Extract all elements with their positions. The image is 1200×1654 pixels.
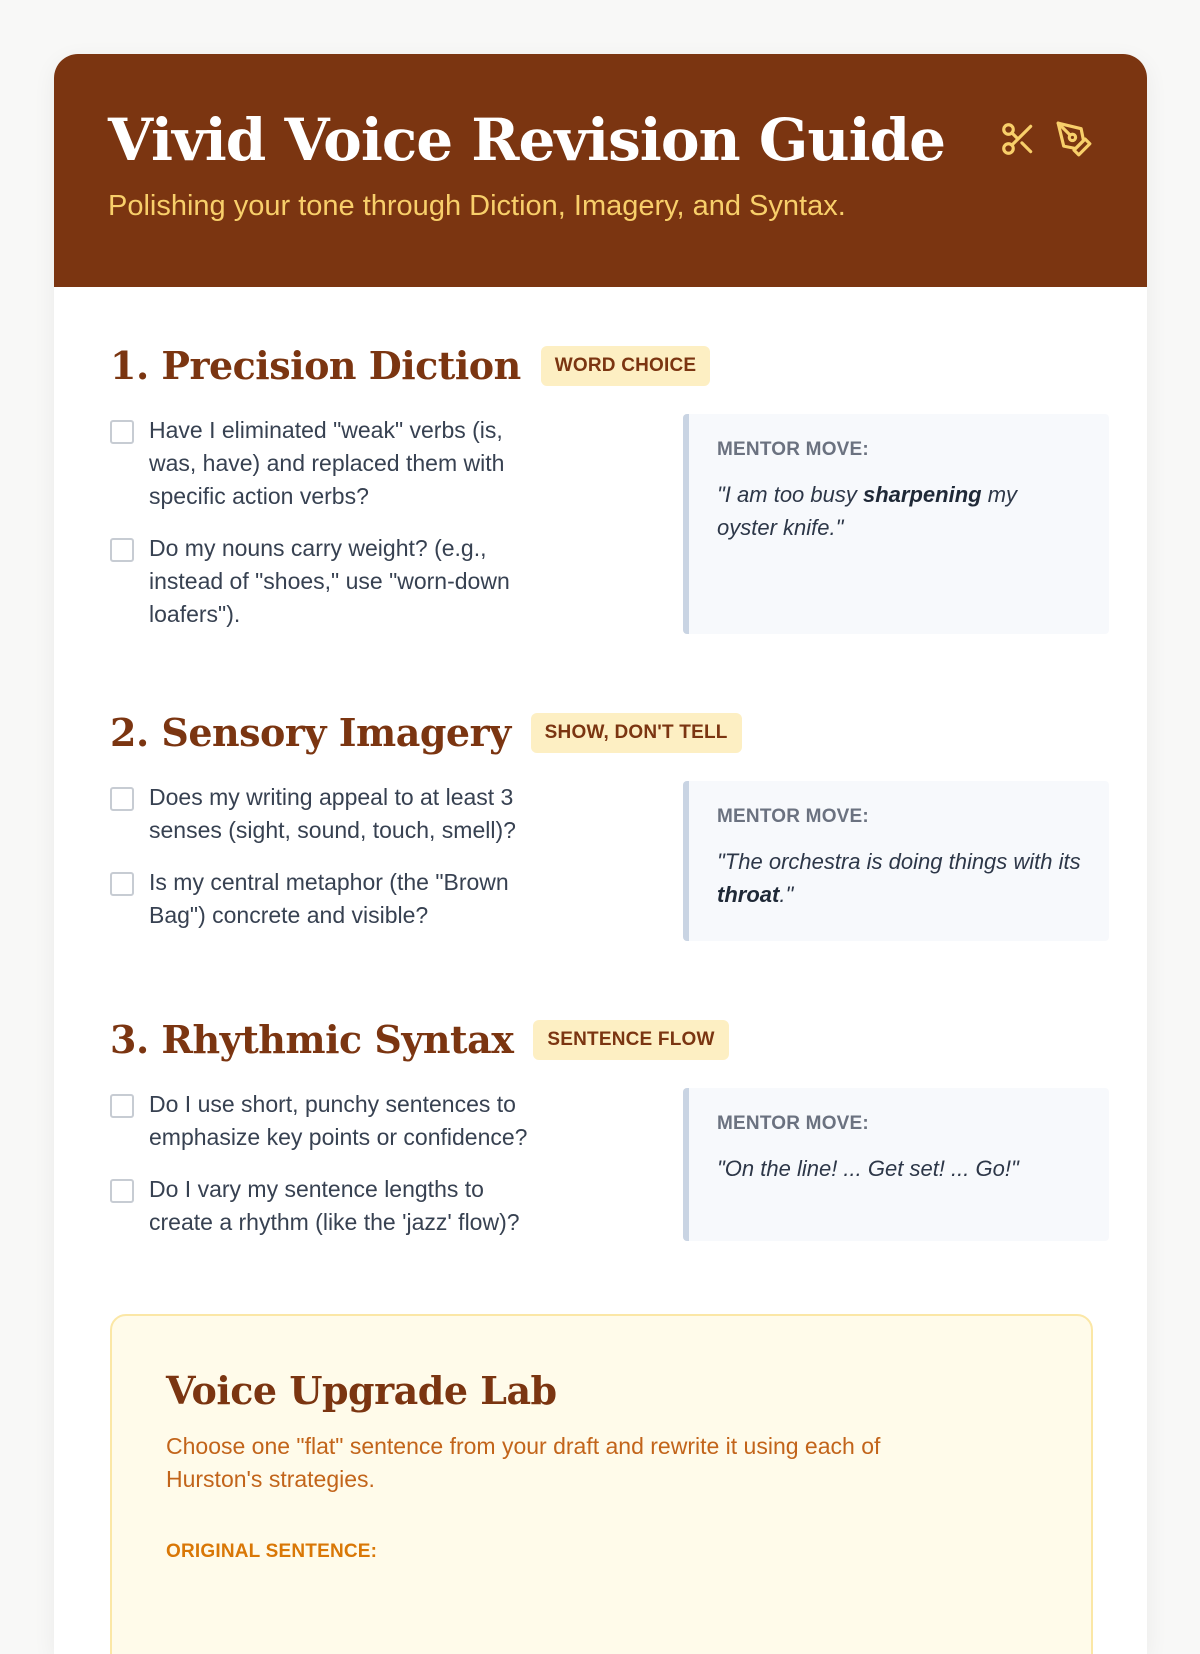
mentor-move-label: MENTOR MOVE: — [717, 806, 869, 827]
section-rhythmic-syntax — [110, 1014, 1093, 1235]
mentor-move-quote — [717, 478, 1081, 544]
mentor-move-box — [683, 414, 1109, 634]
checklist — [110, 781, 550, 951]
checklist — [110, 414, 550, 650]
mentor-move-quote — [717, 845, 1081, 911]
checklist-item-text: Do my nouns carry weight? (e.g., instead of "shoes," use "worn-down loafers"). — [149, 535, 510, 627]
guide-header — [54, 54, 1147, 287]
checkbox[interactable] — [110, 420, 134, 444]
checklist — [110, 1088, 550, 1258]
quote-text: ." — [779, 882, 794, 907]
checkbox[interactable] — [110, 787, 134, 811]
checklist-item-text: Does my writing appeal to at least 3 senses (sight, sound, touch, smell)? — [149, 784, 516, 843]
checkbox[interactable] — [110, 872, 134, 896]
lab-description: Choose one "flat" sentence from your draft and rewrite it using each of Hurston's strategies. — [166, 1433, 881, 1492]
section-title: 2. Sensory Imagery — [110, 710, 511, 755]
section-badge: SENTENCE FLOW — [533, 1020, 728, 1060]
pen-nib-icon — [1055, 120, 1093, 158]
section-header — [110, 340, 1093, 392]
revision-guide-card — [54, 54, 1147, 1654]
section-header — [110, 1014, 1093, 1066]
page-subtitle: Polishing your tone through Diction, Imagery, and Syntax. — [108, 190, 846, 222]
checklist-item-text: Is my central metaphor (the "Brown Bag") concrete and visible? — [149, 869, 509, 928]
checkbox[interactable] — [110, 1094, 134, 1118]
page-title: Vivid Voice Revision Guide — [108, 106, 946, 174]
mentor-move-box — [683, 1088, 1109, 1241]
mentor-move-box — [683, 781, 1109, 941]
checklist-item[interactable] — [110, 781, 550, 847]
section-badge: SHOW, DON'T TELL — [531, 713, 742, 753]
checklist-item[interactable] — [110, 1173, 550, 1239]
quote-text: my oyster knife." — [717, 482, 1018, 540]
quote-emphasis: throat — [717, 882, 780, 907]
scissors-icon — [999, 120, 1037, 158]
section-title: 3. Rhythmic Syntax — [110, 1017, 514, 1062]
checklist-item-text: Do I vary my sentence lengths to create a rhythm (like the 'jazz' flow)? — [149, 1176, 520, 1235]
checklist-item[interactable] — [110, 532, 550, 631]
section-precision-diction — [110, 340, 1093, 627]
checklist-item[interactable] — [110, 866, 550, 932]
mentor-move-label: MENTOR MOVE: — [717, 439, 869, 460]
header-icons — [999, 120, 1093, 158]
checklist-item-text: Do I use short, punchy sentences to emphasize key points or confidence? — [149, 1091, 528, 1150]
section-title: 1. Precision Diction — [110, 343, 521, 388]
checklist-item[interactable] — [110, 1088, 550, 1154]
quote-emphasis: sharpening — [863, 482, 982, 507]
mentor-move-label: MENTOR MOVE: — [717, 1113, 869, 1134]
quote-text: "On the line! ... Get set! ... Go!" — [717, 1156, 1019, 1181]
original-sentence-label: ORIGINAL SENTENCE: — [166, 1541, 378, 1562]
checklist-item[interactable] — [110, 414, 550, 513]
checkbox[interactable] — [110, 1179, 134, 1203]
section-badge: WORD CHOICE — [541, 346, 711, 386]
voice-upgrade-lab — [110, 1314, 1093, 1654]
mentor-move-quote — [717, 1152, 1081, 1185]
section-header — [110, 707, 1093, 759]
section-sensory-imagery — [110, 707, 1093, 928]
checkbox[interactable] — [110, 538, 134, 562]
quote-text: "I am too busy — [717, 482, 863, 507]
quote-text: "The orchestra is doing things with its — [717, 849, 1081, 874]
lab-title: Voice Upgrade Lab — [166, 1368, 557, 1413]
checklist-item-text: Have I eliminated "weak" verbs (is, was, have) and replaced them with specific action verbs? — [149, 417, 505, 509]
